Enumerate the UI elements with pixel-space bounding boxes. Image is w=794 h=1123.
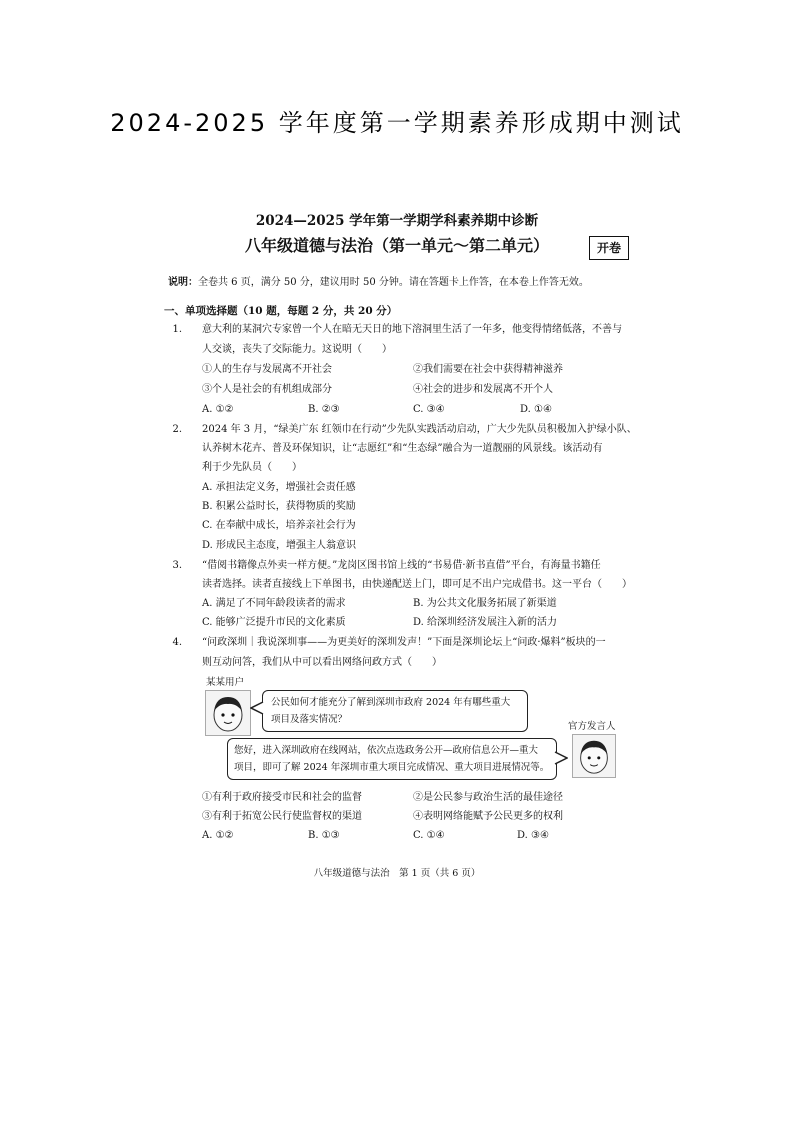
instructions-text: 全卷共 6 页，满分 50 分，建议用时 50 分钟。请在答题卡上作答，在本卷上作答无效。 (198, 277, 589, 288)
q2-option-b: B. 积累公益时长，获得物质的奖励 (202, 501, 356, 512)
user-question-line2: 项目及落实情况？ (271, 714, 348, 725)
q4-option-c: C. ①④ (413, 830, 445, 841)
q4-statement-2: ②是公民参与政治生活的最佳途径 (413, 792, 563, 803)
instructions (168, 273, 589, 288)
q1-statement-4: ④社会的进步和发展离不开个人 (413, 384, 553, 395)
page-footer: 八年级道德与法治 第 1 页（共 6 页） (313, 868, 481, 879)
q1-stem-line2: 人交谈，丧失了交际能力。这说明（ ） (202, 344, 392, 355)
q3-stem-line1: “借阅书籍像点外卖一样方便。”龙岗区图书馆上线的“书易借·新书直借”平台，有海量书籍任 (202, 560, 601, 571)
q2-stem-line3: 利于少先队员（ ） (202, 462, 302, 473)
q4-statement-3: ③有利于拓宽公民行使监督权的渠道 (202, 811, 362, 822)
open-book-badge: 开卷 (589, 236, 629, 260)
q1-option-b: B. ②③ (308, 404, 340, 415)
q2-option-a: A. 承担法定义务，增强社会责任感 (202, 482, 356, 493)
official-answer-bubble (227, 738, 557, 780)
q4-number: 4. (172, 637, 182, 648)
q2-option-d: D. 形成民主态度，增强主人翁意识 (202, 540, 357, 551)
instructions-label: 说明： (168, 277, 198, 288)
official-bubble-tail (554, 750, 568, 766)
q1-statement-3: ③个人是社会的有机组成部分 (202, 384, 332, 395)
q3-option-b: B. 为公共文化服务拓展了新渠道 (413, 598, 557, 609)
q4-statement-4: ④表明网络能赋予公民更多的权利 (413, 811, 563, 822)
person-icon (573, 735, 615, 777)
q4-option-a: A. ①② (202, 830, 234, 841)
q1-option-d: D. ①④ (520, 404, 552, 415)
q4-option-b: B. ①③ (308, 830, 340, 841)
q3-number: 3. (172, 560, 182, 571)
official-label: 官方发言人 (568, 721, 616, 732)
q4-option-d: D. ③④ (517, 830, 549, 841)
q2-stem-line1: 2024 年 3 月，“绿美广东 红领巾在行动”少先队实践活动启动，广大少先队员积极加入护绿小队、 (202, 424, 637, 435)
q2-number: 2. (172, 424, 182, 435)
q1-number: 1. (172, 324, 182, 335)
q4-stem-line1: “问政深圳｜我说深圳事——为更美好的深圳发声！”下面是深圳论坛上“问政·爆料”板块的一 (202, 637, 606, 648)
q1-option-c: C. ③④ (413, 404, 445, 415)
q4-statement-1: ①有利于政府接受市民和社会的监督 (202, 792, 362, 803)
user-avatar (205, 690, 251, 736)
person-icon (206, 691, 250, 735)
paper-subtitle: 八年级道德与法治（第一单元～第二单元） (244, 236, 549, 255)
user-question-line1: 公民如何才能充分了解到深圳市政府 2024 年有哪些重大 (271, 697, 511, 708)
official-avatar (572, 734, 616, 778)
q1-statement-1: ①人的生存与发展离不开社会 (202, 364, 332, 375)
q1-stem-line1: 意大利的某洞穴专家曾一个人在暗无天日的地下溶洞里生活了一年多，他变得情绪低落，不善与 (202, 324, 622, 335)
q2-stem-line2: 认养树木花卉、普及环保知识，让“志愿红”和“生态绿”融合为一道靓丽的风景线。该活动有 (202, 443, 603, 454)
user-bubble-tail (250, 700, 264, 716)
q1-statement-2: ②我们需要在社会中获得精神滋养 (413, 364, 563, 375)
page-title: 2024-2025 学年度第一学期素养形成期中测试 (110, 109, 684, 137)
q4-stem-line2: 则互动问答，我们从中可以看出网络问政方式（ ） (202, 657, 442, 668)
q3-option-d: D. 给深圳经济发展注入新的活力 (413, 617, 558, 628)
q3-stem-line2: 读者选择。读者直接线上下单图书，由快递配送上门，即可足不出户完成借书。这一平台（ ） (202, 579, 632, 590)
user-label: 某某用户 (206, 677, 245, 688)
q1-option-a: A. ①② (202, 404, 234, 415)
user-question-bubble (262, 690, 528, 732)
q3-option-a: A. 满足了不同年龄段读者的需求 (202, 598, 346, 609)
q3-option-c: C. 能够广泛提升市民的文化素质 (202, 617, 346, 628)
paper-title: 2024—2025 学年第一学期学科素养期中诊断 (255, 213, 539, 229)
official-answer-line1: 您好，进入深圳政府在线网站，依次点选政务公开—政府信息公开—重大 (234, 745, 539, 756)
section-heading: 一、单项选择题（10 题，每题 2 分，共 20 分） (164, 305, 398, 317)
q2-option-c: C. 在奉献中成长，培养亲社会行为 (202, 520, 356, 531)
official-answer-line2: 项目，即可了解 2024 年深圳市重大项目完成情况、重大项目进展情况等。 (234, 762, 550, 773)
